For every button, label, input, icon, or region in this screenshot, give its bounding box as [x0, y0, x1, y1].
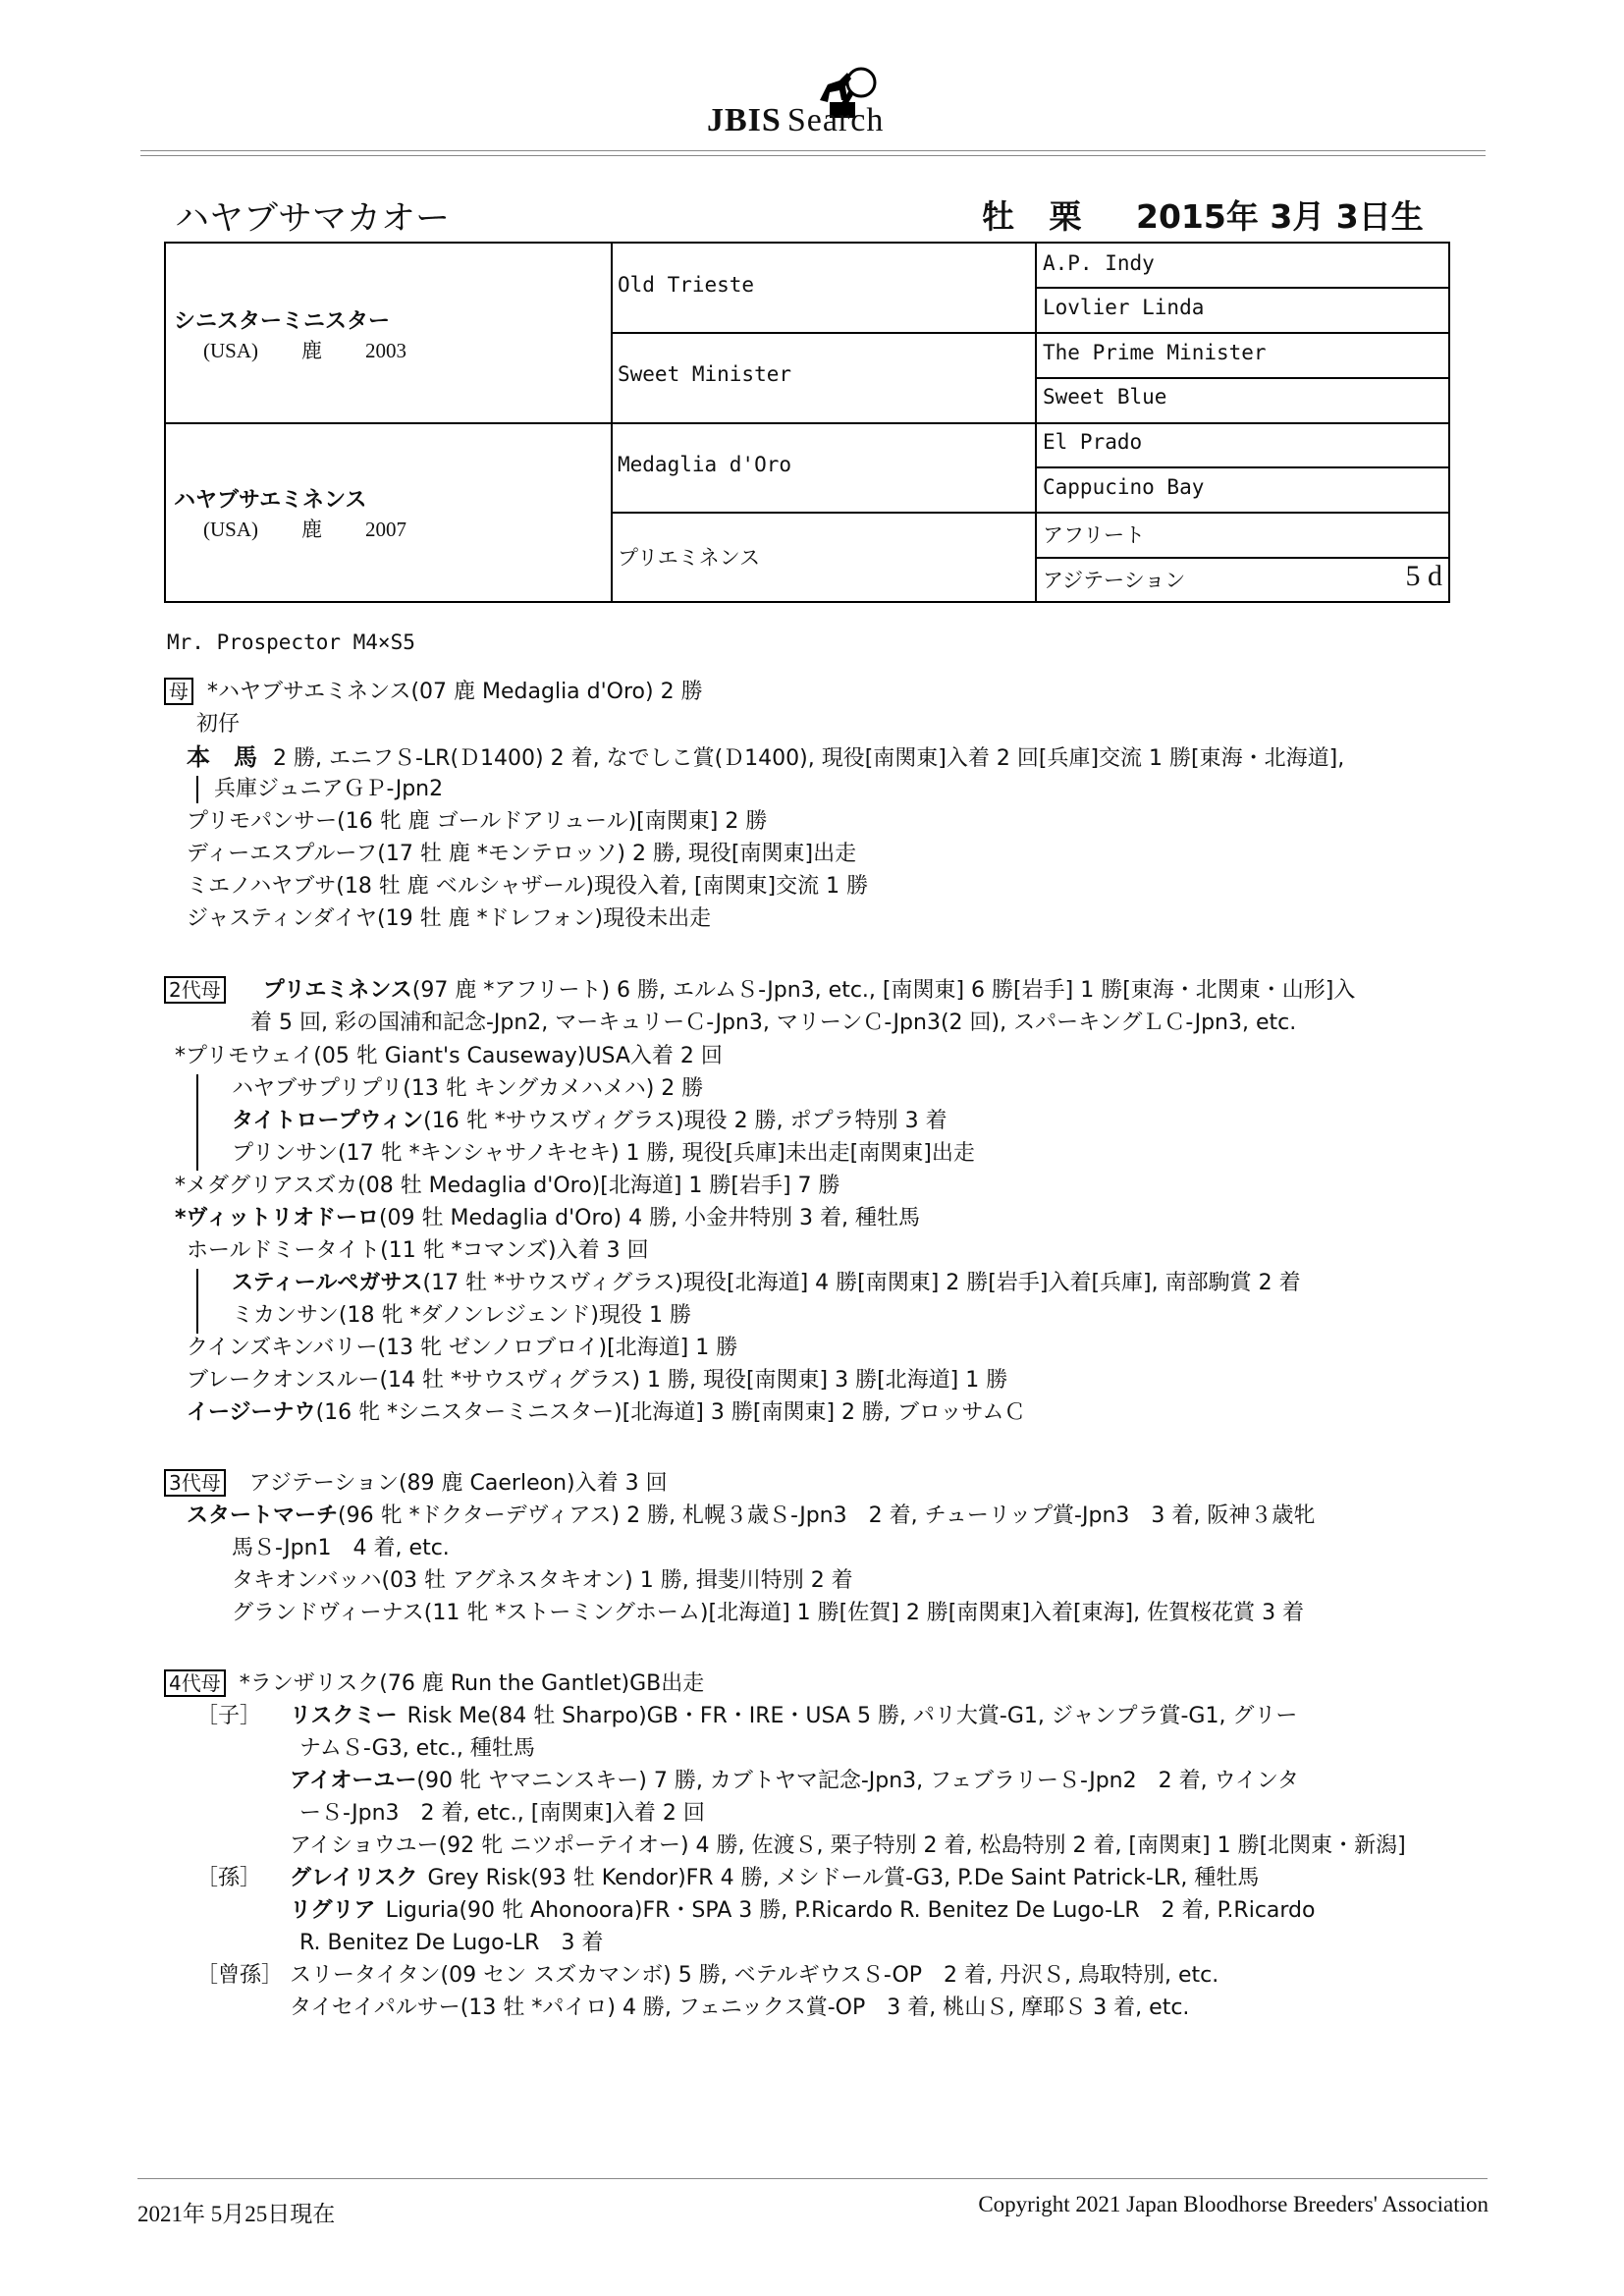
gen3-7: アフリート [1043, 523, 1146, 547]
descendant-record: (16 牝 *サウスヴィグラス)現役 2 勝, ポプラ特別 3 着 [423, 1109, 947, 1133]
section-3rd-dam-label: 3代母 [164, 1469, 226, 1497]
descendant-row [187, 1502, 1315, 1531]
dam-cell [174, 483, 450, 543]
dam-year: 2007 [365, 518, 406, 541]
horse-name: ハヤブサマカオー [175, 199, 451, 239]
descendant-name: リスクミー [290, 1704, 398, 1728]
horse-sex: 牡 [982, 197, 1014, 236]
descendant-record: Risk Me(84 牡 Sharpo)GB・FR・IRE・USA 5 勝, パリ大賞-G1, ジャンプラ賞-G1, グリー [406, 1704, 1298, 1728]
descendant-row [290, 1702, 1297, 1731]
sibling-row: ミエノハヤブサ(18 牡 鹿 ベルシャザール)現役入着, [南関東]交流 1 勝 [187, 874, 869, 899]
gen3-3: The Prime Minister [1043, 341, 1267, 364]
third-dam-record: アジテーション(89 鹿 Caerleon)入着 3 回 [248, 1471, 668, 1496]
descendant-name: スティールペガサス [232, 1271, 423, 1295]
descendant-name: タイトロープウィン [232, 1109, 424, 1133]
descendant-row: タイセイパルサー(13 牡 *パイロ) 4 勝, フェニックス賞-OP 3 着, 桃山Ｓ, 摩耶Ｓ 3 着, etc. [290, 1995, 1190, 2020]
section-4th-dam-heading [164, 1669, 704, 1699]
sibling-row: ディーエスプルーフ(17 牡 鹿 *モンテロッソ) 2 勝, 現役[南関東]出走 [187, 842, 857, 866]
family-bar [196, 776, 198, 803]
footer-copyright: Copyright 2021 Japan Bloodhorse Breeders' Association [978, 2192, 1489, 2216]
generation-label-great-grandchild: ［曾孫］ [196, 1963, 284, 1988]
descendant-row [232, 1107, 947, 1136]
header-rule-top [140, 150, 1486, 151]
logo-jbis: JBIS [707, 102, 782, 138]
descendant-row: ホールドミータイト(11 牝 *コマンズ)入着 3 回 [187, 1238, 649, 1263]
section-4th-dam-label: 4代母 [164, 1669, 226, 1697]
dam-name: ハヤブサエミネンス [174, 488, 367, 513]
descendant-row: プリンサン(17 牝 *キンシャサノキセキ) 1 勝, 現役[兵庫]未出走[南関東]出走 [232, 1141, 975, 1166]
descendant-record: Liguria(90 牝 Ahonoora)FR・SPA 3 勝, P.Ricardo R. Benitez De Lugo-LR 2 着, P.Ricardo [385, 1898, 1316, 1923]
pedigree-table [164, 242, 1450, 603]
descendant-row [232, 1269, 1301, 1298]
sire-color: 鹿 [301, 339, 322, 362]
this-horse-record-cont: 兵庫ジュニアＧＰ-Jpn2 [214, 777, 444, 801]
descendant-row: ミカンサン(18 牝 *ダノンレジェンド)現役 1 勝 [232, 1303, 691, 1328]
sire-year: 2003 [365, 339, 406, 362]
descendant-row: アイショウユー(92 牝 ニツポーテイオー) 4 勝, 佐渡Ｓ, 栗子特別 2 着, 松島特別 2 着, [南関東] 1 勝[北関東・新潟] [290, 1833, 1406, 1858]
section-2nd-dam-heading [164, 976, 1355, 1006]
family-number: 5 d [1405, 560, 1442, 592]
section-2nd-dam-label: 2代母 [164, 976, 226, 1004]
gen2-sire-sire: Old Trieste [618, 273, 755, 297]
this-horse-row [187, 742, 1344, 774]
descendant-record-cont: ナムＳ-G3, etc., 種牡馬 [299, 1736, 535, 1761]
gen3-2: Lovlier Linda [1043, 296, 1205, 319]
second-dam-record-cont: 着 5 回, 彩の国浦和記念-Jpn2, マーキュリーＣ-Jpn3, マリーンＣ-Jpn3(2 回), スパーキングＬＣ-Jpn3, etc. [250, 1011, 1297, 1035]
this-horse-label: 本 馬 [187, 743, 257, 771]
descendant-record: (90 牝 ヤマニンスキー) 7 勝, カブトヤマ記念-Jpn3, フェブラリーＳ-Jpn2 2 着, ウインタ [416, 1769, 1300, 1793]
descendant-record: (96 牝 *ドクターデヴィアス) 2 勝, 札幌３歳Ｓ-Jpn3 2 着, チューリップ賞-Jpn3 3 着, 阪神３歳牝 [338, 1503, 1316, 1528]
dam-country: (USA) [203, 518, 258, 541]
gen3-4: Sweet Blue [1043, 385, 1167, 409]
descendant-row [175, 1204, 920, 1233]
horse-color: 栗 [1049, 197, 1082, 236]
descendant-name: リグリア [290, 1898, 376, 1923]
descendant-row [290, 1864, 1259, 1893]
footer-date: 2021年 5月25日現在 [137, 2202, 336, 2226]
descendant-name: イージーナウ [187, 1400, 316, 1425]
generation-label-grandchild: ［孫］ [196, 1866, 262, 1890]
dam-color: 鹿 [301, 518, 322, 541]
horse-birth: 2015年 3月 3日生 [1136, 197, 1424, 236]
horse-meta [982, 191, 1447, 238]
gen3-8: アジテーション [1043, 569, 1186, 592]
section-3rd-dam-heading [164, 1469, 668, 1499]
sibling-row: ジャスティンダイヤ(19 牡 鹿 *ドレフォン)現役未出走 [187, 906, 712, 931]
descendant-row: クインズキンバリー(13 牝 ゼンノロブロイ)[北海道] 1 勝 [187, 1336, 738, 1360]
descendant-record-cont: ーＳ-Jpn3 2 着, etc., [南関東]入着 2 回 [299, 1801, 705, 1826]
descendant-row: ハヤブサプリプリ(13 牝 キングカメハメハ) 2 勝 [232, 1076, 704, 1101]
descendant-name: アイオーユー [290, 1769, 417, 1793]
descendant-row [290, 1896, 1315, 1926]
gen2-sire-dam: Sweet Minister [618, 362, 792, 386]
descendant-record: Grey Risk(93 牡 Kendor)FR 4 勝, メシドール賞-G3, P.De Saint Patrick-LR, 種牡馬 [427, 1866, 1260, 1890]
descendant-row: タキオンバッハ(03 牡 アグネスタキオン) 1 勝, 揖斐川特別 2 着 [232, 1568, 853, 1593]
descendant-record-cont: 馬Ｓ-Jpn1 4 着, etc. [232, 1536, 450, 1560]
second-dam-record: (97 鹿 *アフリート) 6 勝, エルムＳ-Jpn3, etc., [南関東] 6 勝[岩手] 1 勝[東海・北関東・山形]入 [411, 978, 1356, 1003]
descendant-row: ブレークオンスルー(14 牡 *サウスヴィグラス) 1 勝, 現役[南関東] 3 勝[北海道] 1 勝 [187, 1368, 1008, 1393]
descendant-record-cont: R. Benitez De Lugo-LR 3 着 [299, 1931, 604, 1955]
fourth-dam-record: *ランザリスク(76 鹿 Run the Gantlet)GB出走 [239, 1671, 705, 1696]
jbis-search-logo [707, 59, 943, 147]
descendant-row: グランドヴィーナス(11 牝 *ストーミングホーム)[北海道] 1 勝[佐賀] 2 勝[南関東]入着[東海], 佐賀桜花賞 3 着 [232, 1601, 1305, 1625]
descendant-row: スリータイタン(09 セン スズカマンボ) 5 勝, ベテルギウスＳ-OP 2 着, 丹沢Ｓ, 鳥取特別, etc. [290, 1963, 1219, 1988]
family-bar [196, 1269, 198, 1334]
descendant-row: *プリモウェイ(05 牝 Giant's Causeway)USA入着 2 回 [175, 1044, 723, 1068]
descendant-row [290, 1767, 1299, 1796]
footer-rule [137, 2178, 1488, 2179]
sibling-row: プリモパンサー(16 牝 鹿 ゴールドアリュール)[南関東] 2 勝 [187, 809, 768, 834]
first-foal-note: 初仔 [196, 712, 241, 737]
generation-label-child: ［子］ [196, 1704, 262, 1728]
gen3-1: A.P. Indy [1043, 251, 1155, 275]
descendant-name: グレイリスク [290, 1866, 418, 1890]
family-bar [196, 1074, 198, 1171]
section-dam-heading [164, 678, 703, 707]
gen3-6: Cappucino Bay [1043, 475, 1205, 499]
sire-country: (USA) [203, 339, 258, 362]
descendant-row: *メダグリアスズカ(08 牡 Medaglia d'Oro)[北海道] 1 勝[岩手] 7 勝 [175, 1174, 840, 1198]
descendant-record: (17 牡 *サウスヴィグラス)現役[北海道] 4 勝[南関東] 2 勝[岩手]入着[兵庫], 南部駒賞 2 着 [422, 1271, 1301, 1295]
gen2-dam-sire: Medaglia d'Oro [618, 453, 792, 476]
sire-cell [174, 304, 450, 364]
logo-search: Search [786, 102, 885, 138]
gen3-5: El Prado [1043, 430, 1143, 454]
descendant-name: *ヴィットリオドーロ [175, 1206, 379, 1230]
header-rule-bottom [140, 155, 1486, 156]
this-horse-record: 2 勝, エニフＳ-LR(Ｄ1400) 2 着, なでしこ賞(Ｄ1400), 現役[南関東]入着 2 回[兵庫]交流 1 勝[東海・北海道], [273, 746, 1345, 771]
sire-name: シニスターミニスター [174, 309, 391, 334]
inbreeding-note: Mr. Prospector M4×S5 [167, 630, 415, 654]
descendant-row [187, 1398, 1025, 1428]
second-dam-name: プリエミネンス [262, 978, 412, 1003]
descendant-name: スタートマーチ [187, 1503, 339, 1528]
descendant-record: (09 牡 Medaglia d'Oro) 4 勝, 小金井特別 3 着, 種牡馬 [378, 1206, 921, 1230]
descendant-record: (16 牝 *シニスターミニスター)[北海道] 3 勝[南関東] 2 勝, ブロッサムＣ [315, 1400, 1026, 1425]
gen2-dam-dam: プリエミネンス [618, 546, 761, 570]
section-dam-label: 母 [164, 678, 193, 705]
dam-record: *ハヤブサエミネンス(07 鹿 Medaglia d'Oro) 2 勝 [207, 680, 703, 704]
